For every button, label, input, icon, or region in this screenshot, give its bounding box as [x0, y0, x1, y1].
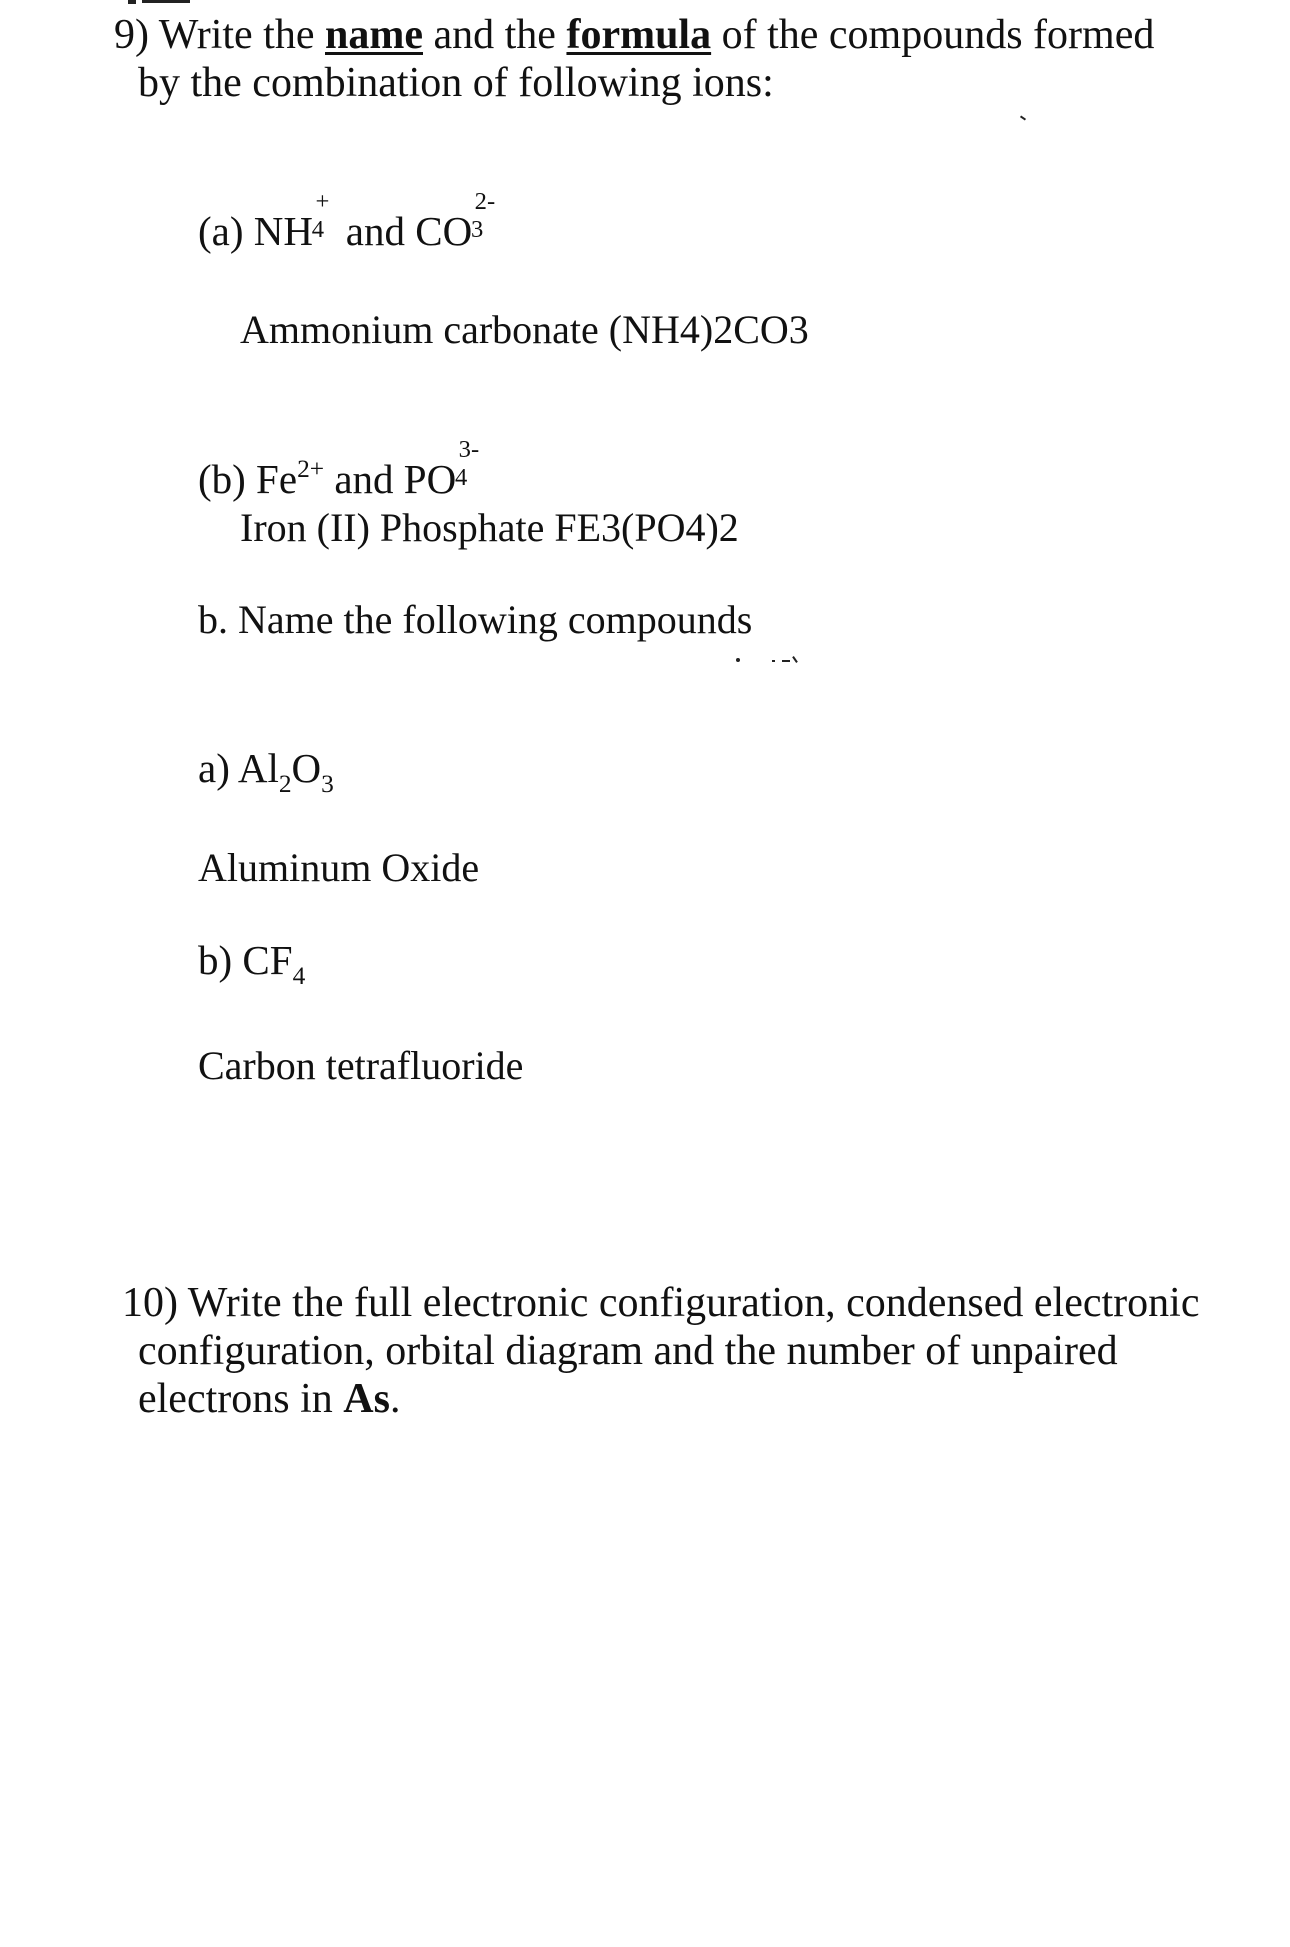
part-a-answer-text: Ammonium carbonate (NH4)2CO3 — [240, 307, 809, 352]
question-9-line-1 — [114, 14, 1154, 56]
question-9-line-2-text: by the combination of following ions: — [138, 60, 774, 106]
part-b-ions — [198, 436, 491, 502]
question-10-line-3 — [138, 1378, 400, 1420]
item-a-answer-text: Aluminum Oxide — [198, 845, 480, 890]
stray-mark — [772, 660, 775, 662]
cropped-text-fragment — [142, 0, 190, 3]
item-a-o: O — [291, 745, 322, 791]
co-charge: 2- — [474, 188, 496, 216]
section-b-heading-text: b. Name the following compounds — [198, 597, 753, 642]
fe-charge: 2+ — [297, 455, 325, 484]
stray-mark — [1020, 115, 1026, 120]
po-subscript: 4 — [455, 463, 468, 491]
question-10-line-2-text: configuration, orbital diagram and the number of unpaired — [138, 1328, 1118, 1374]
question-9-number: 9) — [114, 12, 149, 58]
question-9-text-1: Write the — [158, 12, 315, 58]
question-10-line-3-prefix: electrons in — [138, 1376, 333, 1422]
part-a-answer — [240, 307, 809, 352]
part-a-co-label: and CO — [345, 208, 473, 254]
question-10-line-1-text: Write the full electronic configuration, condensed electronic — [187, 1280, 1200, 1326]
section-b-heading — [198, 597, 753, 642]
nh-charge-stack — [311, 188, 336, 245]
question-9-text-2: and the — [433, 12, 556, 58]
question-10-line-3-suffix: . — [389, 1376, 401, 1422]
question-10-line-1 — [122, 1282, 1199, 1324]
item-a-al: a) Al — [198, 745, 279, 791]
po-charge: 3- — [458, 436, 480, 464]
cropped-text-fragment — [128, 0, 136, 4]
stray-mark — [736, 658, 740, 662]
part-b-answer-text: Iron (II) Phosphate FE3(PO4)2 — [240, 505, 739, 550]
item-b-sub: 4 — [292, 961, 306, 990]
question-10-line-2 — [138, 1330, 1118, 1372]
part-a-nh-label: (a) NH — [198, 208, 313, 254]
stray-mark — [792, 656, 798, 663]
item-b-answer-text: Carbon tetrafluoride — [198, 1043, 524, 1088]
nh-subscript: 4 — [311, 215, 325, 243]
question-10-element: As — [343, 1376, 390, 1422]
question-9-line-2 — [138, 62, 774, 104]
question-9-text-3: of the compounds formed — [721, 12, 1155, 58]
part-b-po-label: and PO — [334, 456, 457, 502]
co-subscript: 3 — [470, 215, 484, 243]
part-b-fe-label: (b) Fe — [198, 456, 298, 502]
co-charge-stack — [470, 188, 507, 245]
question-9-bold-name: name — [325, 12, 423, 58]
question-9-bold-formula: formula — [566, 12, 712, 58]
item-a-formula — [198, 745, 334, 798]
question-10-number: 10) — [122, 1280, 178, 1326]
part-a-ions — [198, 188, 507, 254]
stray-mark — [782, 660, 790, 662]
item-a-sub-1: 2 — [278, 769, 292, 798]
item-b-formula — [198, 937, 306, 990]
po-charge-stack — [455, 436, 491, 493]
item-b-answer — [198, 1043, 524, 1088]
nh-charge: + — [315, 188, 330, 216]
item-a-sub-2: 3 — [321, 769, 334, 798]
part-b-answer — [240, 505, 739, 550]
item-a-answer — [198, 845, 480, 890]
item-b-cf: b) CF — [198, 937, 293, 983]
